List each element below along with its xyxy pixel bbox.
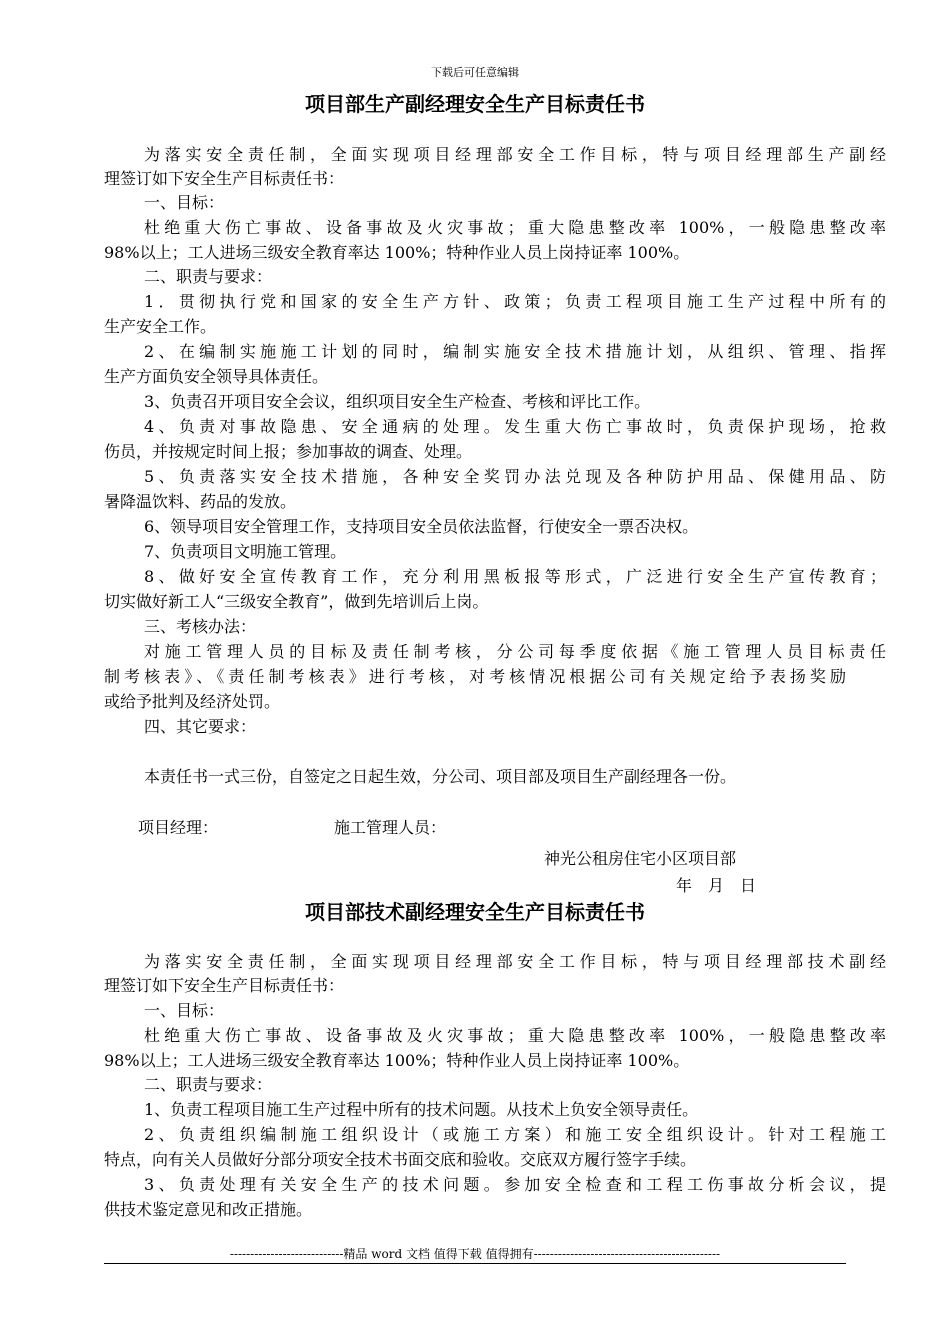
doc1-para-line: 98%以上；工人进场三级安全教育率达 100%；特种作业人员上岗持证率 100%。 xyxy=(104,243,690,262)
doc2-para-line: 供技术鉴定意见和改正措施。 xyxy=(104,1200,313,1219)
doc1-para-line: 5、负责落实安全技术措施，各种安全奖罚办法兑现及各种防护用品、保健用品、防 xyxy=(144,467,886,486)
doc1-title: 项目部生产副经理安全生产目标责任书 xyxy=(305,92,645,116)
signature-project-manager: 项目经理： xyxy=(138,818,219,837)
doc2-section-heading: 二、职责与要求： xyxy=(144,1075,273,1094)
doc1-para-line: 或给予批判及经济处罚。 xyxy=(104,692,281,711)
doc2-para-line: 98%以上；工人进场三级安全教育率达 100%；特种作业人员上岗持证率 100%。 xyxy=(104,1051,690,1070)
doc1-section-heading: 四、其它要求： xyxy=(144,717,257,736)
signing-date: 年 月 日 xyxy=(676,876,757,895)
doc2-para-line: 为落实安全责任制，全面实现项目经理部安全工作目标，特与项目经理部技术副经 xyxy=(144,952,886,971)
doc1-para-line: 生产安全工作。 xyxy=(104,317,217,336)
signature-construction-staff: 施工管理人员： xyxy=(334,818,447,837)
doc2-para-line: 3、负责处理有关安全生产的技术问题。参加安全检查和工程工伤事故分析会议，提 xyxy=(144,1175,886,1194)
header-note: 下载后可任意编辑 xyxy=(431,66,519,79)
doc2-para-line: 杜绝重大伤亡事故、设备事故及火灾事故；重大隐患整改率 100%，一般隐患整改率 xyxy=(144,1026,886,1045)
doc1-para-line: 切实做好新工人“三级安全教育”，做到先培训后上岗。 xyxy=(104,592,489,611)
doc1-para-line: 8、做好安全宣传教育工作，充分利用黑板报等形式，广泛进行安全生产宣传教育； xyxy=(144,567,886,586)
doc2-para-line: 2、负责组织编制施工组织设计（或施工方案）和施工安全组织设计。针对工程施工 xyxy=(144,1125,886,1144)
doc1-para-line: 伤员，并按规定时间上报；参加事故的调查、处理。 xyxy=(104,442,473,461)
doc1-para-line: 生产方面负安全领导具体责任。 xyxy=(104,367,329,386)
organization-name: 神光公租房住宅小区项目部 xyxy=(544,849,737,868)
doc1-para-line: 对施工管理人员的目标及责任制考核，分公司每季度依据《施工管理人员目标责任 xyxy=(144,642,886,661)
doc1-section-heading: 二、职责与要求： xyxy=(144,267,273,286)
footer-text: ----------------------------精品 word 文档 值得下载 值得拥有---------------------------------------------- xyxy=(229,1247,721,1261)
doc2-para-line: 1、负责工程项目施工生产过程中所有的技术问题。从技术上负安全领导责任。 xyxy=(144,1100,699,1119)
doc1-para-line: 为落实安全责任制，全面实现项目经理部安全工作目标，特与项目经理部生产副经 xyxy=(144,145,886,164)
doc2-para-line: 特点，向有关人员做好分部分项安全技术书面交底和验收。交底双方履行签字手续。 xyxy=(104,1150,697,1169)
doc1-para-line: 1．贯彻执行党和国家的安全生产方针、政策；负责工程项目施工生产过程中所有的 xyxy=(144,292,886,311)
doc2-title: 项目部技术副经理安全生产目标责任书 xyxy=(305,900,645,924)
doc1-para-line: 7、负责项目文明施工管理。 xyxy=(144,542,347,561)
doc1-para-line: 理签订如下安全生产目标责任书： xyxy=(104,169,345,188)
doc1-para-line: 本责任书一式三份，自签定之日起生效，分公司、项目部及项目生产副经理各一份。 xyxy=(144,767,737,786)
doc2-section-heading: 一、目标： xyxy=(144,1001,225,1020)
doc1-para-line: 4、负责对事故隐患、安全通病的处理。发生重大伤亡事故时，负责保护现场，抢救 xyxy=(144,417,886,436)
doc1-para-line: 6、领导项目安全管理工作，支持项目安全员依法监督，行使安全一票否决权。 xyxy=(144,517,699,536)
doc1-section-heading: 三、考核办法： xyxy=(144,617,257,636)
doc1-para-line: 暑降温饮料、药品的发放。 xyxy=(104,492,297,511)
doc2-para-line: 理签订如下安全生产目标责任书： xyxy=(104,976,345,995)
doc1-section-heading: 一、目标： xyxy=(144,193,225,212)
doc1-para-line: 2、在编制实施施工计划的同时，编制实施安全技术措施计划，从组织、管理、指挥 xyxy=(144,342,886,361)
doc1-para-line: 3、负责召开项目安全会议，组织项目安全生产检查、考核和评比工作。 xyxy=(144,392,651,411)
doc1-para-line: 杜绝重大伤亡事故、设备事故及火灾事故；重大隐患整改率 100%，一般隐患整改率 xyxy=(144,218,886,237)
footer-divider xyxy=(104,1263,846,1264)
doc1-para-line: 制考核表》、《责任制考核表》进行考核，对考核情况根据公司有关规定给予表扬奖励 xyxy=(104,667,846,686)
